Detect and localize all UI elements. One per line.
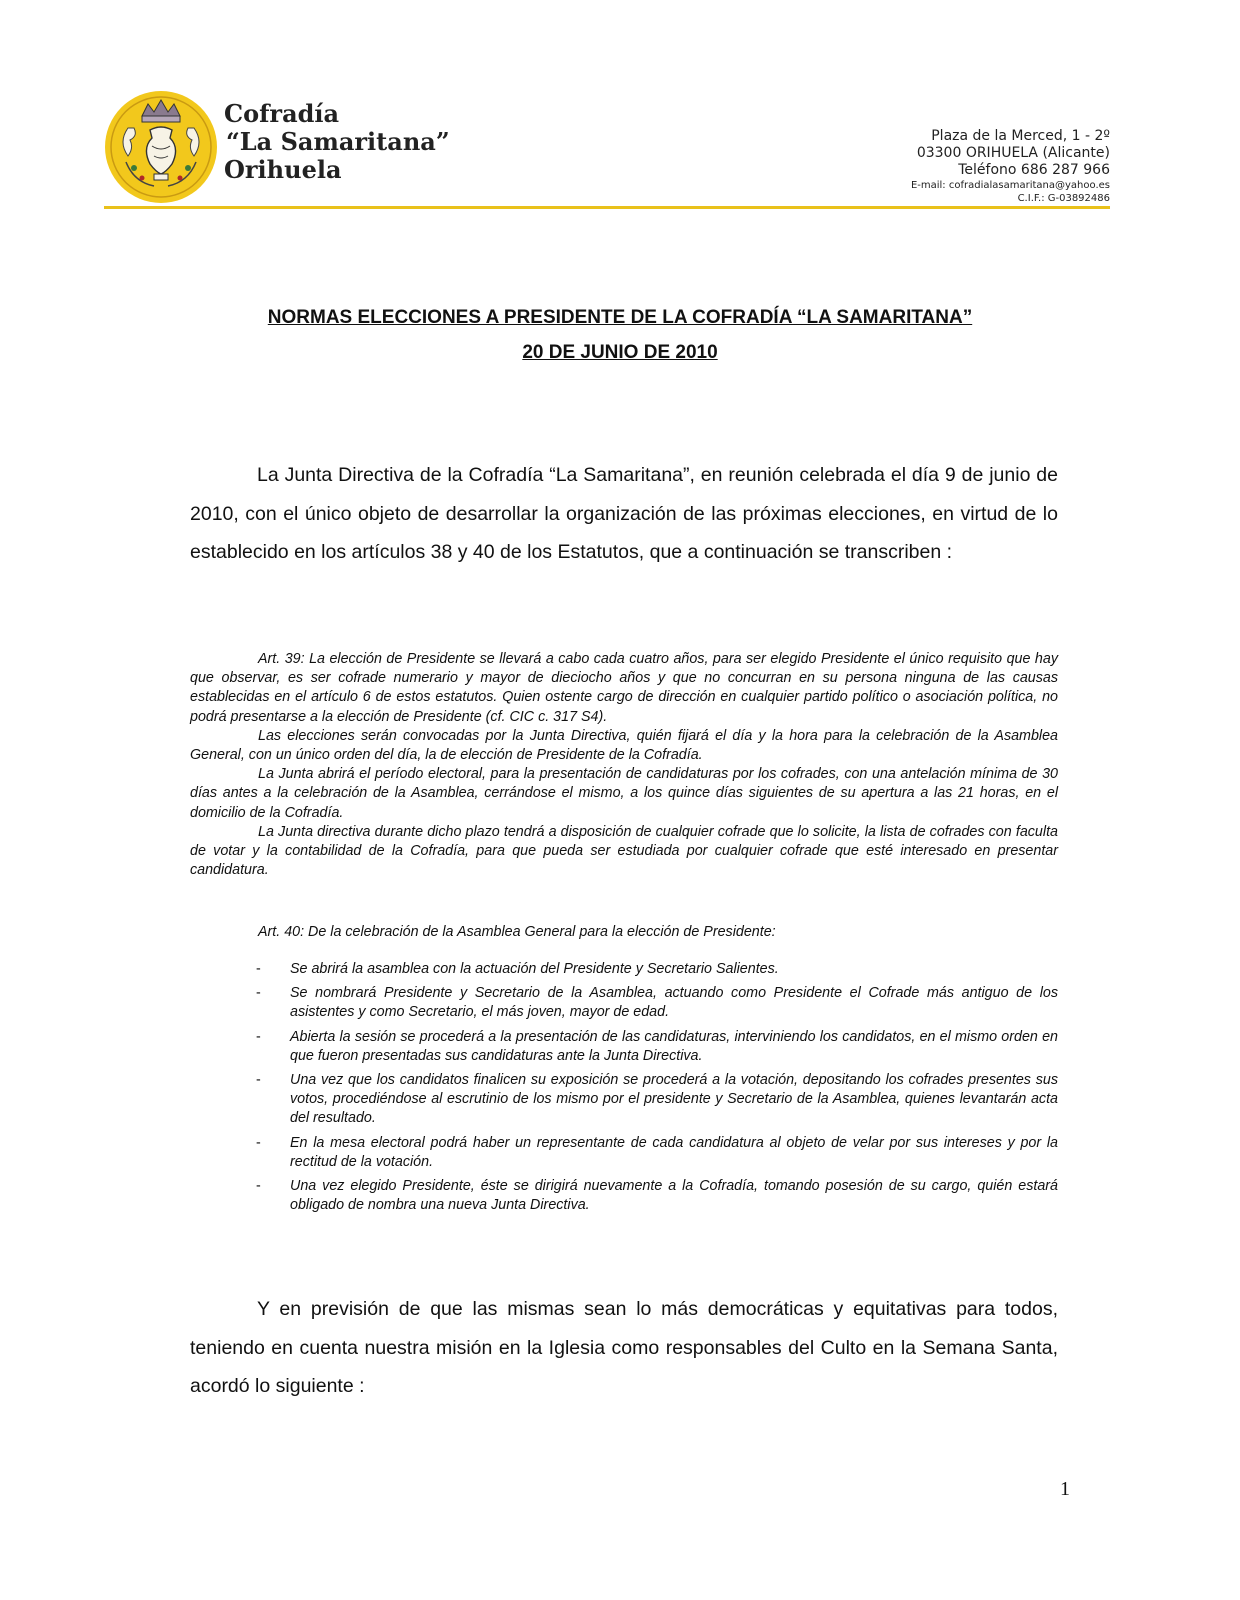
contact-block [911,128,1110,205]
bullet-marker: - [256,985,261,1002]
intro-paragraph: La Junta Directiva de la Cofradía “La Samaritana”, en reunión celebrada el día 9 de junio de 2010, con el único objeto de desarrollar la organización de las próximas elecciones, en virtud de lo establecido en los artículos 38 y 40 de los Estatutos, que a continuación se transcriben : [190,464,1058,563]
bullet-marker: - [256,1072,261,1089]
list-item-text: Se nombrará Presidente y Secretario de la Asamblea, actuando como Presidente el Cofrade más antiguo de los asistentes y como Secretario, el más joven, mayor de edad. [290,985,1058,1021]
list-item [256,1028,1058,1066]
bullet-marker: - [256,1178,261,1195]
document-title: NORMAS ELECCIONES A PRESIDENTE DE LA COFRADÍA “LA SAMARITANA” [267,307,973,328]
bullet-marker: - [256,1028,261,1045]
list-item [256,960,1058,979]
article-40-heading: Art. 40: De la celebración de la Asamblea General para la elección de Presidente: [258,924,776,940]
list-item [256,1134,1058,1172]
article-39-paragraph: La Junta directiva durante dicho plazo tendrá a disposición de cualquier cofrade que lo solicite, la lista de cofrades con faculta de votar y la contabilidad de la Cofradía, para que pueda ser estudiada por cualquier cofrade que esté interesado en presentar candidatura. [190,823,1058,879]
bullet-marker: - [256,1134,261,1151]
list-item [256,984,1058,1022]
address-line2: 03300 ORIHUELA (Alicante) [916,145,1110,161]
org-name-line3: Orihuela [224,155,342,184]
bullet-marker: - [256,961,261,977]
email: E-mail: cofradialasamaritana@yahoo.es [910,180,1110,191]
article-39 [190,650,1058,880]
address-line1: Plaza de la Merced, 1 - 2º [931,128,1110,144]
phone: Teléfono 686 287 966 [958,162,1110,178]
org-name-line1: Cofradía [224,99,340,128]
list-item [256,1071,1058,1129]
samaritana-seal-logo-icon [104,90,218,204]
header-divider [104,206,1110,209]
list-item-text: Se abrirá la asamblea con la actuación del Presidente y Secretario Salientes. [290,961,779,977]
cif: C.I.F.: G-03892486 [1017,193,1110,204]
organization-name [224,100,450,184]
article-39-paragraph: Las elecciones serán convocadas por la Junta Directiva, quién fijará el día y la hora para la celebración de la Asamblea General, con un único orden del día, la de elección de Presidente de la Cofradía. [190,727,1058,764]
list-item-text: Una vez elegido Presidente, éste se dirigirá nuevamente a la Cofradía, tomando posesión de su cargo, quién estará obligado de nombra una nueva Junta Directiva. [290,1178,1058,1214]
list-item-text: Una vez que los candidatos finalicen su exposición se procederá a la votación, depositando los cofrades presentes sus votos, procediéndose al escrutinio de los mismo por el presidente y Secretario de la Asamblea, quienes levantarán acta del resultado. [290,1072,1058,1127]
article-39-paragraph: Art. 39: La elección de Presidente se llevará a cabo cada cuatro años, para ser elegido Presidente el único requisito que hay que observar, es ser cofrade numerario y mayor de dieciocho años y que no concurran en su persona ninguna de las causas establecidas en el artículo 6 de estos estatutos. Quien ostente cargo de dirección en cualquier partido político o asociación política, no podrá presentarse a la elección de Presidente (cf. CIC c. 317 S4). [190,651,1058,725]
page-number: 1 [1060,1478,1070,1500]
org-name-line2: “La Samaritana” [226,127,450,156]
article-39-paragraph: La Junta abrirá el período electoral, para la presentación de candidaturas por los cofrades, con una antelación mínima de 30 días antes a la celebración de la Asamblea, cerrándose el mismo, a los quince días siguientes de su apertura a las 21 horas, en el domicilio de la Cofradía. [190,766,1058,821]
list-item-text: Abierta la sesión se procederá a la presentación de las candidaturas, interviniendo los candidatos, en el mismo orden en que fueron presentadas sus candidaturas ante la Junta Directiva. [290,1028,1058,1064]
closing-paragraph: Y en previsión de que las mismas sean lo más democráticas y equitativas para todos, teniendo en cuenta nuestra misión en la Iglesia como responsables del Culto en la Semana Santa, acordó lo siguiente : [190,1298,1058,1397]
list-item [256,1177,1058,1215]
list-item-text: En la mesa electoral podrá haber un representante de cada candidatura al objeto de velar por sus intereses y por la rectitud de la votación. [290,1134,1058,1170]
document-date: 20 DE JUNIO DE 2010 [522,342,718,363]
article-40-list [256,960,1058,1220]
